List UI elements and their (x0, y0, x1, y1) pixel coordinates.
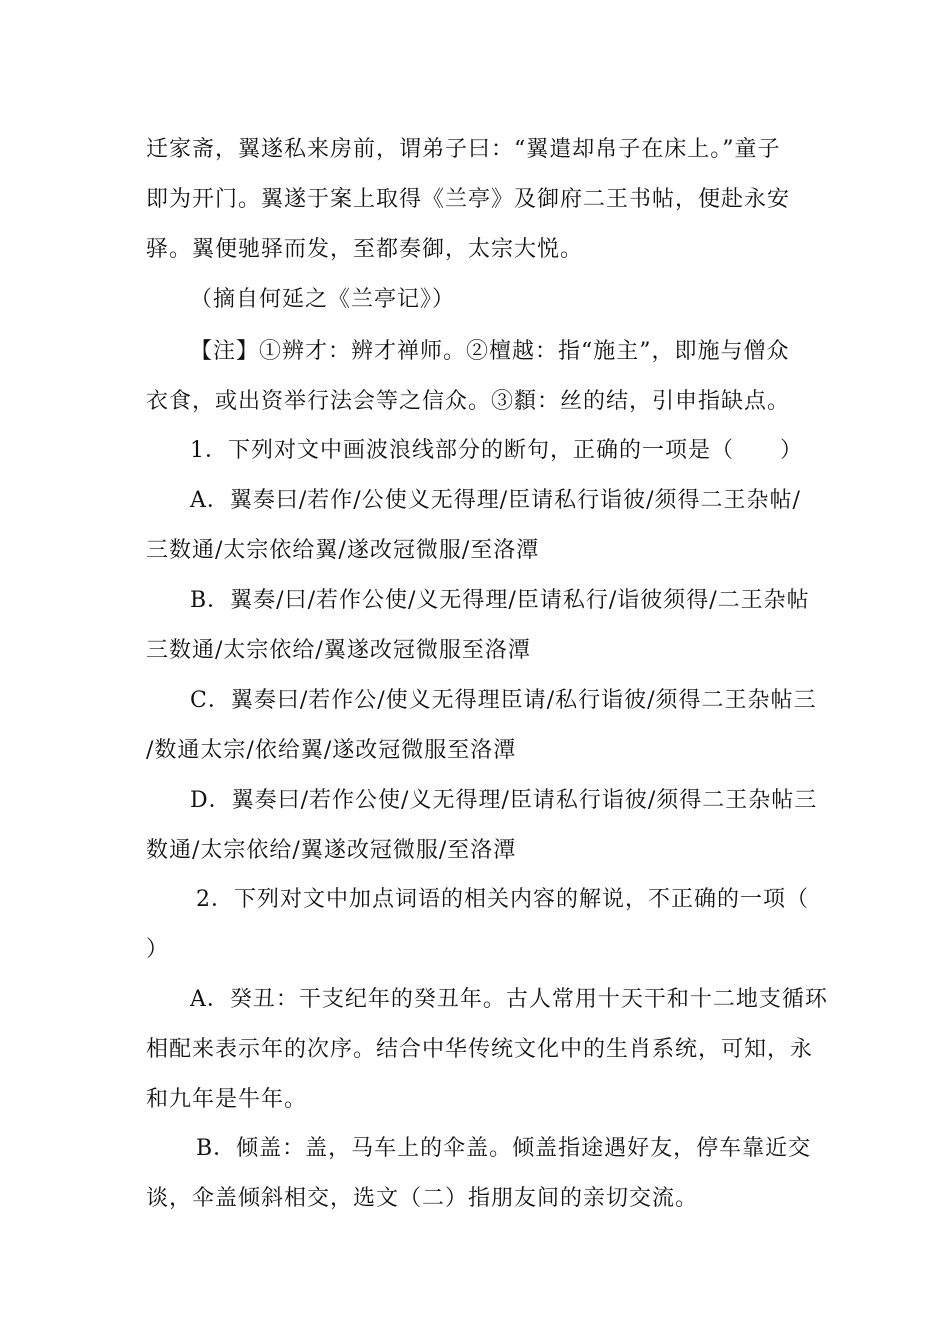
question-1-option-d-cont: 数通/太宗依给/翼遂改冠微服/至洛潭 (146, 838, 517, 863)
notes-line: 衣食，或出资举行法会等之信众。③纇：丝的结，引申指缺点。 (146, 389, 791, 414)
question-2-option-a-cont: 和九年是牛年。 (146, 1087, 308, 1112)
passage-line: 驿。翼便驰驿而发，至都奏御，太宗大悦。 (146, 237, 584, 262)
question-2-stem: 2．下列对文中加点词语的相关内容的解说，不正确的一项（ (196, 887, 809, 912)
question-1-stem: 1．下列对文中画波浪线部分的断句，正确的一项是（ ） (190, 438, 803, 463)
question-2-option-b-cont: 谈，伞盖倾斜相交，选文（二）指朋友间的亲切交流。 (146, 1186, 699, 1211)
question-1-option-d: D．翼奏曰/若作公使/义无得理/臣请私行诣彼/须得二王杂帖三 (190, 788, 818, 813)
question-1-option-b: B．翼奏/曰/若作公使/义无得理/臣请私行/诣彼须得/二王杂帖 (190, 588, 810, 613)
question-1-option-c-cont: /数通太宗/依给翼/遂改冠微服至洛潭 (146, 738, 517, 763)
question-1-option-a: A．翼奏曰/若作/公使义无得理/臣请私行诣彼/须得二王杂帖/ (190, 488, 801, 513)
question-2-stem-cont: ） (146, 937, 170, 962)
passage-line: 迁家斋，翼遂私来房前，谓弟子曰：“翼遣却帛子在床上。”童子 (146, 137, 781, 162)
passage-source: （摘自何延之《兰亭记》） (190, 287, 456, 312)
question-1-option-a-cont: 三数通/太宗依给翼/遂改冠微服/至洛潭 (146, 538, 540, 563)
passage-line: 即为开门。翼遂于案上取得《兰亭》及御府二王书帖，便赴永安 (146, 187, 791, 212)
question-1-option-c: C．翼奏曰/若作公/使义无得理臣请/私行诣彼/须得二王杂帖三 (190, 688, 817, 713)
notes-line: 【注】①辨才：辨才禅师。②檀越：指“施主”，即施与僧众 (190, 339, 790, 364)
question-2-option-b: B．倾盖：盖，马车上的伞盖。倾盖指途遇好友，停车靠近交 (196, 1136, 812, 1161)
question-2-option-a: A．癸丑：干支纪年的癸丑年。古人常用十天干和十二地支循环 (190, 987, 828, 1012)
question-2-option-a-cont: 相配来表示年的次序。结合中华传统文化中的生肖系统，可知，永 (146, 1037, 814, 1062)
question-1-option-b-cont: 三数通/太宗依给/翼遂改冠微服至洛潭 (146, 638, 531, 663)
